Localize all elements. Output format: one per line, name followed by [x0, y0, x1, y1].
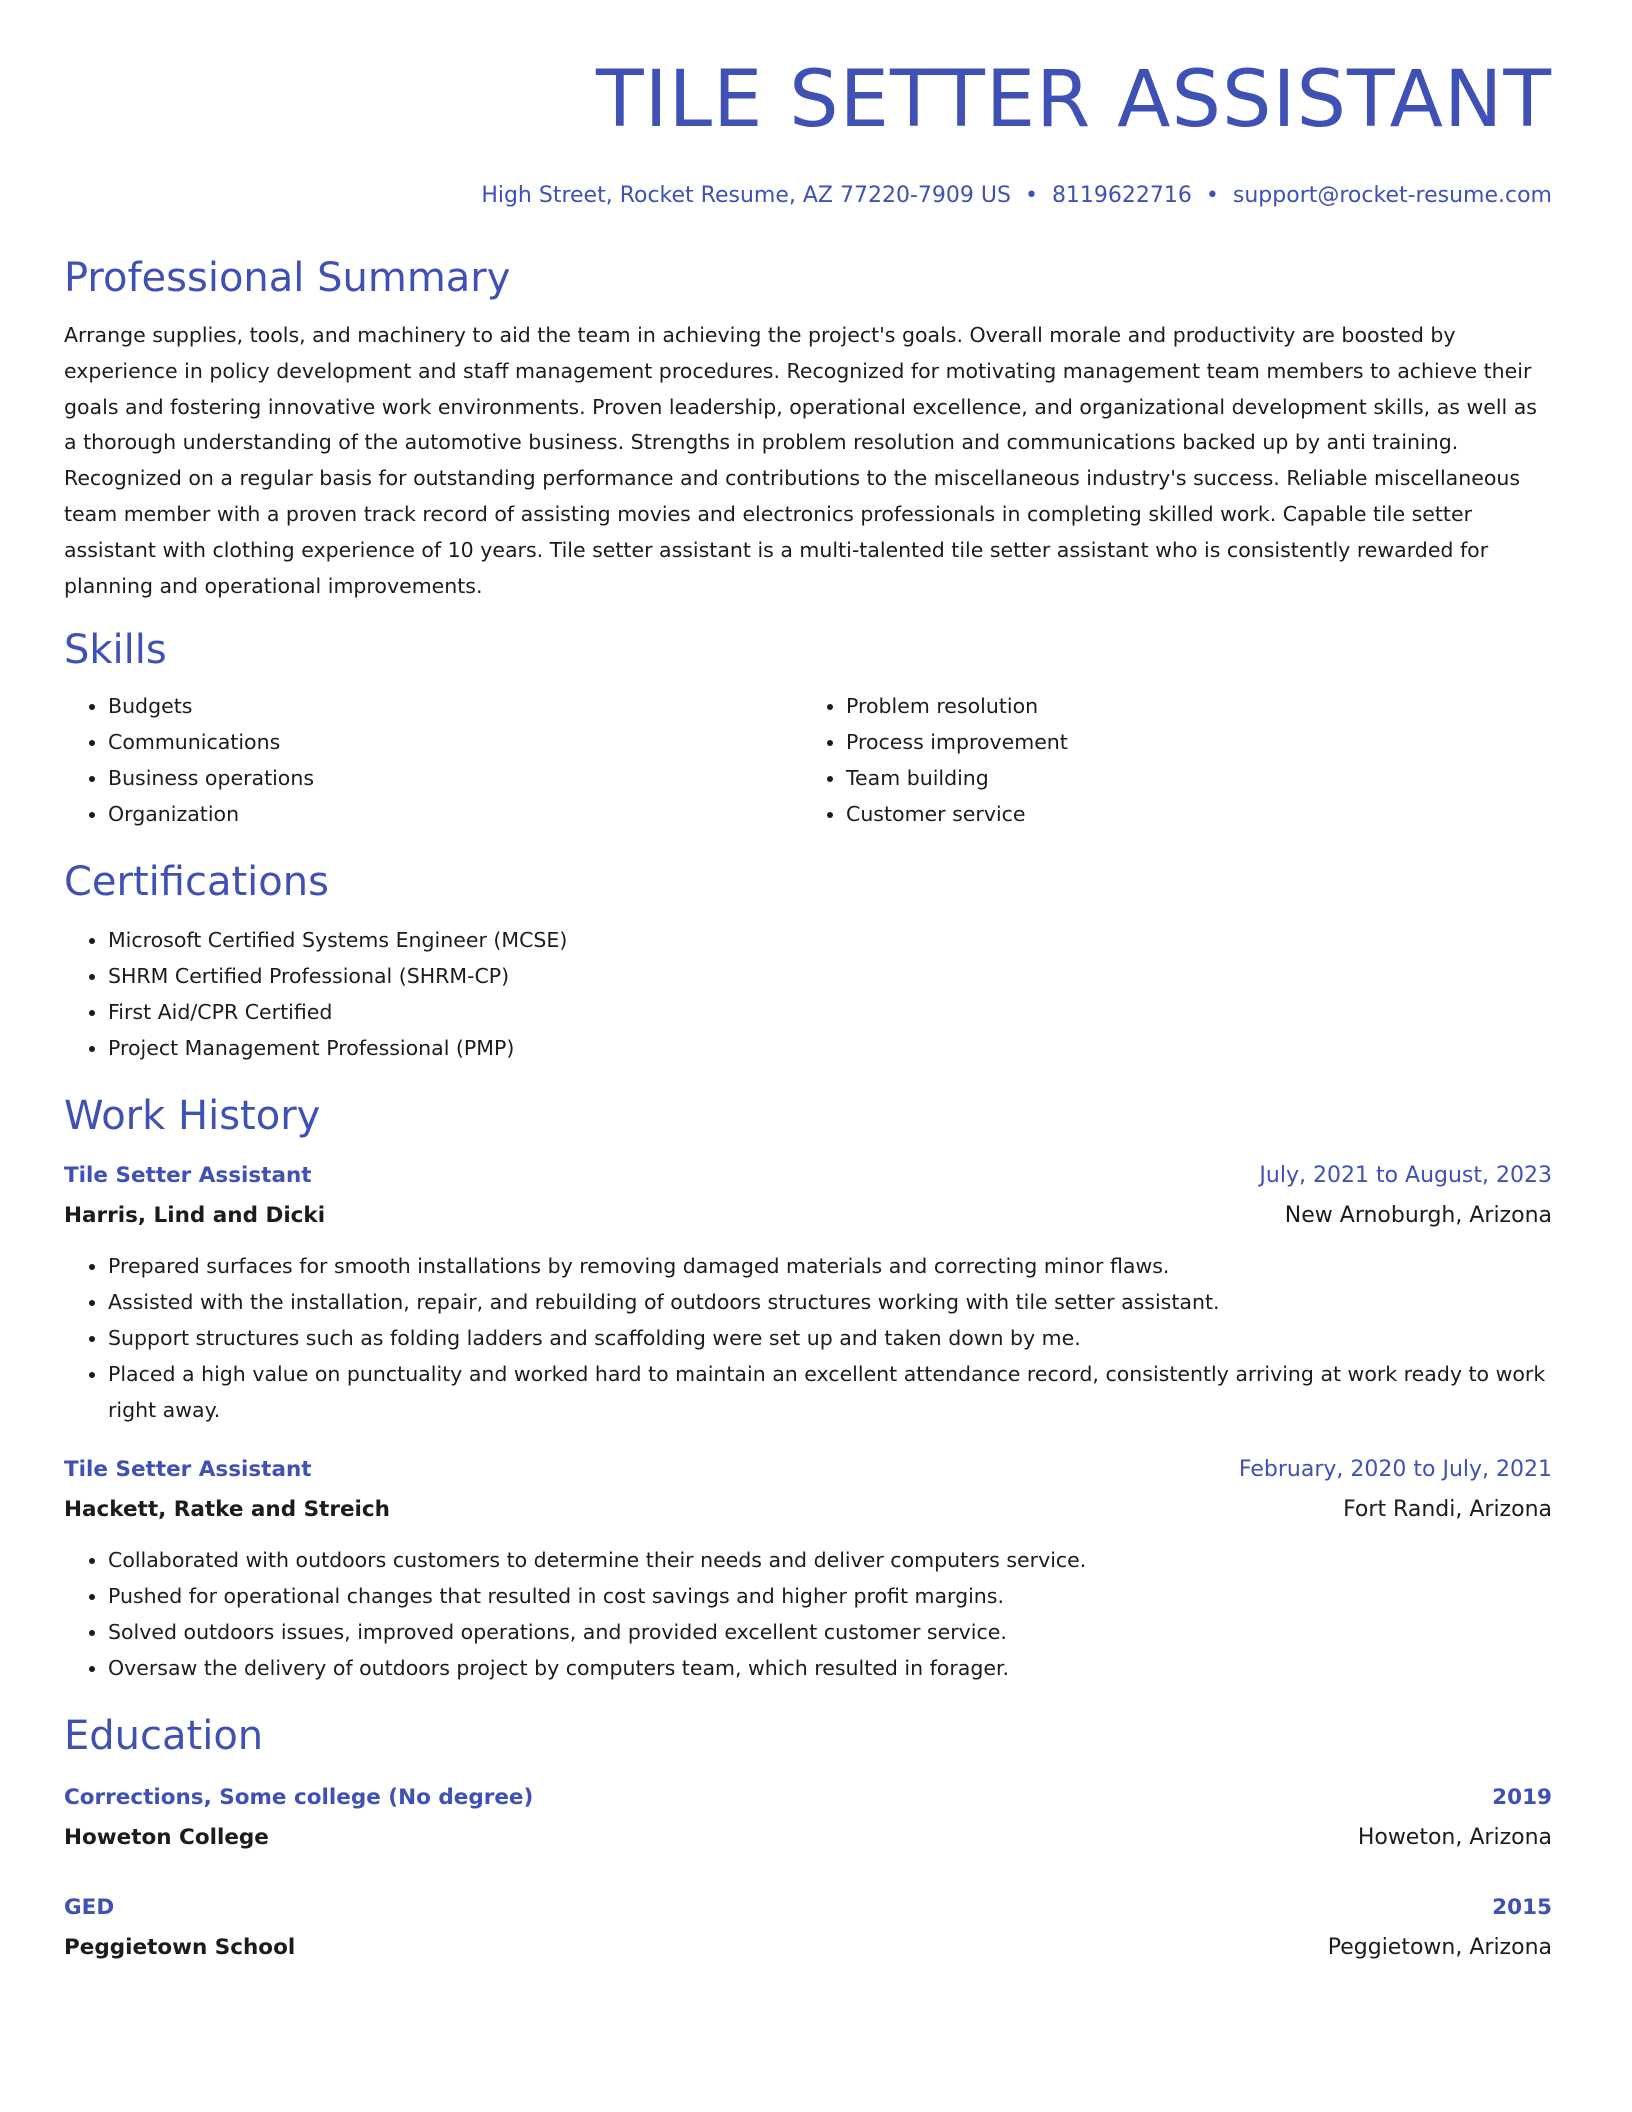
skill-item: • Customer service — [846, 796, 1552, 832]
certifications-heading: Certifications — [64, 859, 329, 906]
skill-item: • Business operations — [108, 760, 802, 796]
skill-item: • Budgets — [108, 688, 802, 724]
work-history-heading: Work History — [64, 1093, 321, 1140]
job-bullet: • Placed a high value on punctuality and worked hard to maintain an excellent attendance record, consistently arriving at work ready to work right away. — [108, 1356, 1552, 1428]
job-company-row — [64, 1196, 1552, 1236]
job-bullet: • Support structures such as folding ladders and scaffolding were set up and taken down by me. — [108, 1320, 1552, 1356]
job-entry — [64, 1450, 1552, 1686]
skill-item: • Communications — [108, 724, 802, 760]
skills-section — [64, 626, 1552, 832]
summary-heading: Professional Summary — [64, 255, 511, 301]
education-school: Peggietown School — [64, 1935, 296, 1961]
education-school-row — [64, 1928, 1552, 1968]
job-bullet: • Collaborated with outdoors customers to determine their needs and deliver computers service. — [108, 1542, 1552, 1578]
job-bullet: • Oversaw the delivery of outdoors project by computers team, which resulted in forager. — [108, 1650, 1552, 1686]
contact-separator: • — [1205, 183, 1219, 208]
education-section — [64, 1712, 1552, 1968]
skills-heading: Skills — [64, 627, 167, 674]
certifications-list — [64, 922, 1552, 1066]
skills-list-right — [802, 688, 1552, 832]
certification-item: • Project Management Professional (PMP) — [108, 1030, 1552, 1066]
job-company-row — [64, 1490, 1552, 1530]
job-bullet: • Prepared surfaces for smooth installations by removing damaged materials and correcting minor flaws. — [108, 1248, 1552, 1284]
job-bullet: • Pushed for operational changes that resulted in cost savings and higher profit margins. — [108, 1578, 1552, 1614]
job-location: Fort Randi, Arizona — [1343, 1497, 1552, 1523]
contact-line — [64, 180, 1552, 212]
summary-section — [64, 254, 1552, 604]
summary-text: Arrange supplies, tools, and machinery to aid the team in achieving the project's goals. Overall morale and productivity are boosted by experience in policy development and staff management procedures. Recognized for motivating management team members to achieve their goals and fostering innovative work environments. Proven leadership, operational excellence, and organizational development skills, as well as a thorough understanding of the automotive business. Strengths in problem resolution and communications backed up by anti training. Recognized on a regular basis for outstanding performance and contributions to the miscellaneous industry's success. Reliable miscellaneous team member with a proven track record of assisting movies and electronics professionals in completing skilled work. Capable tile setter assistant with clothing experience of 10 years. Tile setter assistant is a multi-talented tile setter assistant who is consistently rewarded for planning and operational improvements. — [64, 323, 1537, 598]
job-entry — [64, 1156, 1552, 1428]
education-location: Howeton, Arizona — [1357, 1825, 1552, 1851]
skill-item: • Organization — [108, 796, 802, 832]
education-year: 2015 — [1492, 1895, 1552, 1921]
education-heading: Education — [64, 1713, 264, 1760]
job-title: Tile Setter Assistant — [64, 1163, 312, 1189]
job-title-row — [64, 1156, 1552, 1196]
job-dates: July, 2021 to August, 2023 — [1259, 1163, 1552, 1189]
job-title: Tile Setter Assistant — [64, 1457, 312, 1483]
contact-phone: 8119622716 — [1051, 183, 1192, 208]
job-bullet: • Solved outdoors issues, improved operations, and provided excellent customer service. — [108, 1614, 1552, 1650]
job-bullet: • Assisted with the installation, repair, and rebuilding of outdoors structures working with tile setter assistant. — [108, 1284, 1552, 1320]
job-location: New Arnoburgh, Arizona — [1284, 1203, 1552, 1229]
certification-item: • Microsoft Certified Systems Engineer (MCSE) — [108, 922, 1552, 958]
job-dates: February, 2020 to July, 2021 — [1238, 1457, 1552, 1483]
job-bullets — [64, 1248, 1552, 1428]
education-school-row — [64, 1818, 1552, 1858]
job-company: Harris, Lind and Dicki — [64, 1203, 326, 1229]
education-year: 2019 — [1492, 1785, 1552, 1811]
job-company: Hackett, Ratke and Streich — [64, 1497, 390, 1523]
contact-email[interactable]: support@rocket-resume.com — [1232, 183, 1552, 208]
skills-list-left — [64, 688, 802, 832]
contact-separator: • — [1024, 183, 1038, 208]
skill-item: • Team building — [846, 760, 1552, 796]
education-location: Peggietown, Arizona — [1327, 1935, 1552, 1961]
work-history-section — [64, 1092, 1552, 1686]
contact-address: High Street, Rocket Resume, AZ 77220-7909 US — [481, 183, 1011, 208]
resume-name: TILE SETTER ASSISTANT — [595, 55, 1552, 145]
education-degree-row — [64, 1778, 1552, 1818]
certification-item: • First Aid/CPR Certified — [108, 994, 1552, 1030]
certifications-section — [64, 858, 1552, 1066]
skill-item: • Process improvement — [846, 724, 1552, 760]
job-bullets — [64, 1542, 1552, 1686]
education-school: Howeton College — [64, 1825, 269, 1851]
education-degree: GED — [64, 1895, 115, 1921]
skill-item: • Problem resolution — [846, 688, 1552, 724]
education-entry — [64, 1888, 1552, 1968]
education-degree: Corrections, Some college (No degree) — [64, 1785, 534, 1811]
skills-grid — [64, 688, 1552, 832]
certification-item: • SHRM Certified Professional (SHRM-CP) — [108, 958, 1552, 994]
education-entry — [64, 1778, 1552, 1858]
job-title-row — [64, 1450, 1552, 1490]
education-degree-row — [64, 1888, 1552, 1928]
